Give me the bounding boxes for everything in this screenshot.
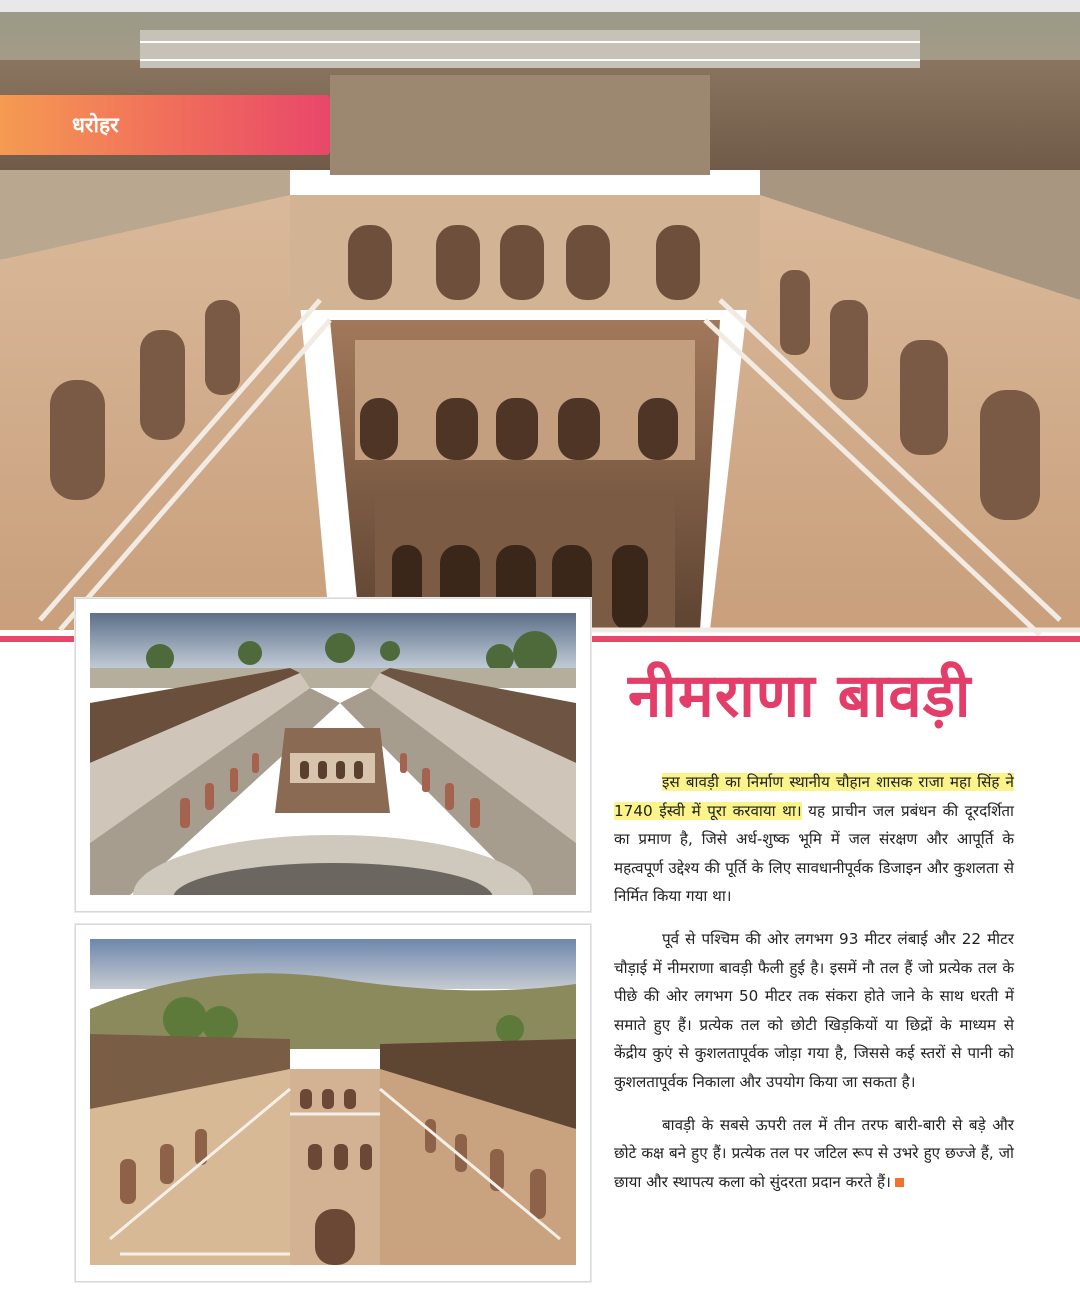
paragraph-1-rest: यह प्राचीन जल प्रबंधन की दूरदर्शिता का प्रमाण है, जिसे अर्ध-शुष्क भूमि में जल संरक्षण और आपूर्ति के महत्वपूर्ण उद्देश्य की पूर्ति के लिए सावधानीपूर्वक डिजाइन और कुशलता से निर्मित किया गया था। [614, 801, 1014, 906]
section-tag-label: धरोहर [72, 113, 119, 137]
stepwell-gallery-view-image [90, 939, 576, 1265]
article-title: नीमराणा बावड़ी [628, 661, 972, 731]
article-paragraph-1 [614, 768, 1014, 911]
end-mark-icon [895, 1178, 904, 1187]
article-paragraph-3 [614, 1111, 1014, 1197]
article-paragraph-2: पूर्व से पश्चिम की ओर लगभग 93 मीटर लंबाई और 22 मीटर चौड़ाई में नीमराणा बावड़ी फैली हुई है। इसमें नौ तल हैं जो प्रत्येक तल के पीछे की ओर लगभग 50 मीटर तक संकरा होते जाने के साथ धरती में समाते हुए हैं। प्रत्येक तल को छोटी खिड़कियों या छिद्रों के माध्यम से केंद्रीय कुएं से कुशलतापूर्वक जोड़ा गया है, जिससे कई स्तरों से पानी को कुशलतापूर्वक निकाला और उपयोग किया जा सकता है। [614, 929, 1014, 1091]
article-body [614, 768, 1014, 1210]
highlighted-text: इस बावड़ी का निर्माण स्थानीय चौहान शासक राजा महा सिंह ने 1740 ईस्वी में पूरा करवाया था। [614, 773, 1014, 820]
photo-frame-stepwell-gallery-view [75, 924, 591, 1282]
section-tag [0, 95, 330, 155]
paragraph-3-text: बावड़ी के सबसे ऊपरी तल में तीन तरफ बारी-बारी से बड़े और छोटे कक्ष बने हुए हैं। प्रत्येक तल पर जटिल रूप से उभरे हुए छज्जे हैं, जो छाया और स्थापत्य कला को सुंदरता प्रदान करते हैं। [614, 1115, 1014, 1191]
stepwell-long-view-image [90, 613, 576, 895]
photo-frame-stepwell-long-view [75, 598, 591, 912]
